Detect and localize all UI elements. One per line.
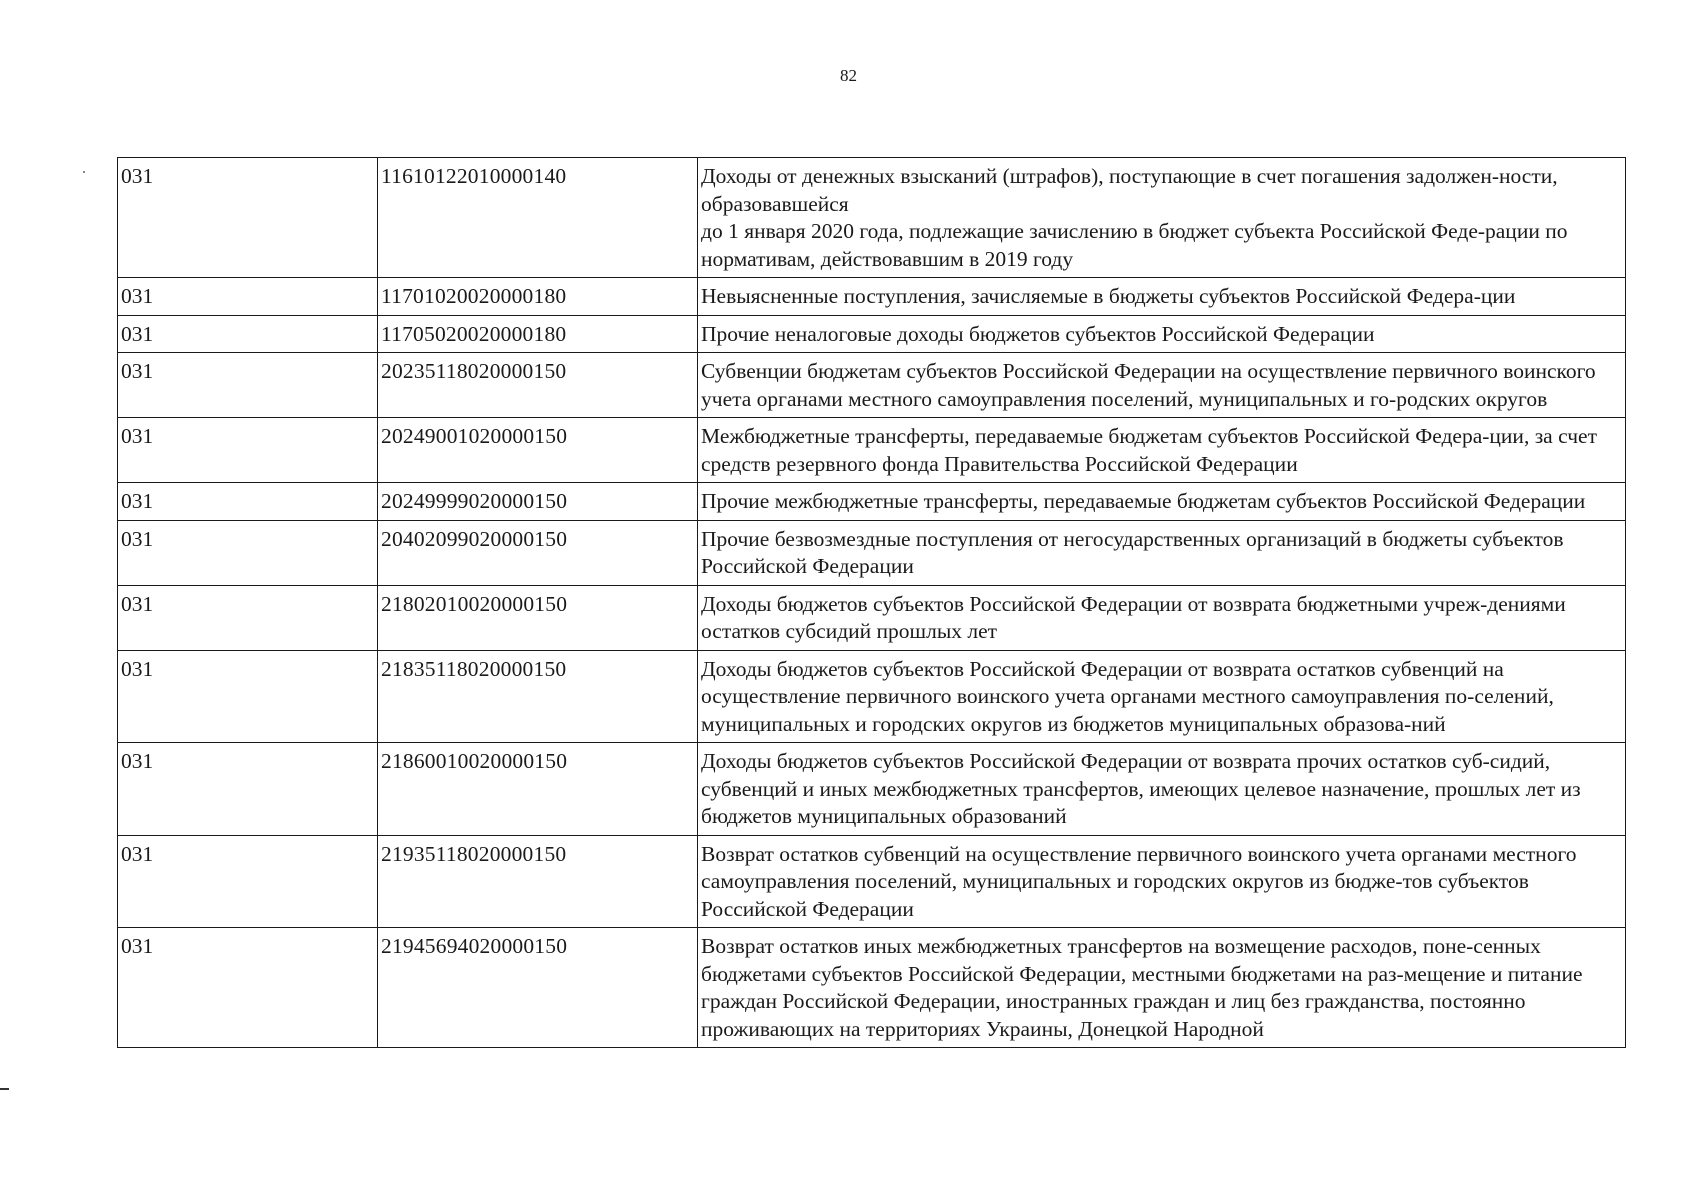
scan-artifact-mark [0, 1088, 9, 1090]
admin-code-cell: 031 [118, 835, 378, 928]
income-name-cell: Межбюджетные трансферты, передаваемые бюджетам субъектов Российской Федера-ции, за счет средств резервного фонда Правительства Российской Федерации [698, 418, 1626, 483]
income-name-cell: Прочие безвозмездные поступления от негосударственных организаций в бюджеты субъектов Российской Федерации [698, 520, 1626, 585]
budget-code-cell: 21835118020000150 [378, 650, 698, 743]
budget-code-cell: 21802010020000150 [378, 585, 698, 650]
budget-code-cell: 11610122010000140 [378, 158, 698, 278]
table-row [118, 158, 1626, 278]
table-row [118, 353, 1626, 418]
income-name-cell: Возврат остатков субвенций на осуществление первичного воинского учета органами местного самоуправления поселений, муниципальных и городских округов из бюдже-тов субъектов Российской Федерации [698, 835, 1626, 928]
admin-code-cell: 031 [118, 928, 378, 1048]
admin-code-cell: 031 [118, 158, 378, 278]
budget-classification-table [117, 157, 1626, 1048]
budget-code-cell: 21945694020000150 [378, 928, 698, 1048]
admin-code-cell: 031 [118, 650, 378, 743]
scan-artifact-dot [83, 171, 85, 173]
budget-code-cell: 20249001020000150 [378, 418, 698, 483]
budget-code-cell: 20249999020000150 [378, 483, 698, 521]
admin-code-cell: 031 [118, 418, 378, 483]
income-name-cell: Доходы от денежных взысканий (штрафов), поступающие в счет погашения задолжен-ности, образовавшейся до 1 января 2020 года, подлежащие зачислению в бюджет субъекта Российской Феде-рации по нормативам, действовавшим в 2019 году [698, 158, 1626, 278]
budget-code-cell: 20402099020000150 [378, 520, 698, 585]
income-name-cell: Доходы бюджетов субъектов Российской Федерации от возврата прочих остатков суб-сидий, субвенций и иных межбюджетных трансфертов, имеющих целевое назначение, прошлых лет из бюджетов муниципальных образований [698, 743, 1626, 836]
budget-code-cell: 11705020020000180 [378, 315, 698, 353]
table-row [118, 585, 1626, 650]
budget-code-cell: 11701020020000180 [378, 278, 698, 316]
budget-code-cell: 21935118020000150 [378, 835, 698, 928]
table-row [118, 418, 1626, 483]
admin-code-cell: 031 [118, 315, 378, 353]
admin-code-cell: 031 [118, 353, 378, 418]
budget-code-cell: 20235118020000150 [378, 353, 698, 418]
income-name-cell: Прочие межбюджетные трансферты, передаваемые бюджетам субъектов Российской Федерации [698, 483, 1626, 521]
table-row [118, 835, 1626, 928]
table-row [118, 278, 1626, 316]
admin-code-cell: 031 [118, 743, 378, 836]
income-name-cell: Невыясненные поступления, зачисляемые в бюджеты субъектов Российской Федера-ции [698, 278, 1626, 316]
income-name-cell: Возврат остатков иных межбюджетных трансфертов на возмещение расходов, поне-сенных бюджетами субъектов Российской Федерации, местными бюджетами на раз-мещение и питание граждан Российской Федерации, иностранных граждан и лиц без гражданства, постоянно проживающих на территориях Украины, Донецкой Народной [698, 928, 1626, 1048]
table-row [118, 483, 1626, 521]
budget-code-cell: 21860010020000150 [378, 743, 698, 836]
table-row [118, 743, 1626, 836]
admin-code-cell: 031 [118, 585, 378, 650]
income-name-cell: Доходы бюджетов субъектов Российской Федерации от возврата бюджетными учреж-дениями остатков субсидий прошлых лет [698, 585, 1626, 650]
table-row [118, 520, 1626, 585]
table-row [118, 650, 1626, 743]
page-number: 82 [840, 66, 857, 85]
income-name-cell: Прочие неналоговые доходы бюджетов субъектов Российской Федерации [698, 315, 1626, 353]
admin-code-cell: 031 [118, 483, 378, 521]
admin-code-cell: 031 [118, 278, 378, 316]
income-name-cell: Доходы бюджетов субъектов Российской Федерации от возврата остатков субвенций на осуществление первичного воинского учета органами местного самоуправления по-селений, муниципальных и городских округов из бюджетов муниципальных образова-ний [698, 650, 1626, 743]
admin-code-cell: 031 [118, 520, 378, 585]
table-row [118, 928, 1626, 1048]
table-row [118, 315, 1626, 353]
income-name-cell: Субвенции бюджетам субъектов Российской Федерации на осуществление первичного воинского учета органами местного самоуправления поселений, муниципальных и го-родских округов [698, 353, 1626, 418]
